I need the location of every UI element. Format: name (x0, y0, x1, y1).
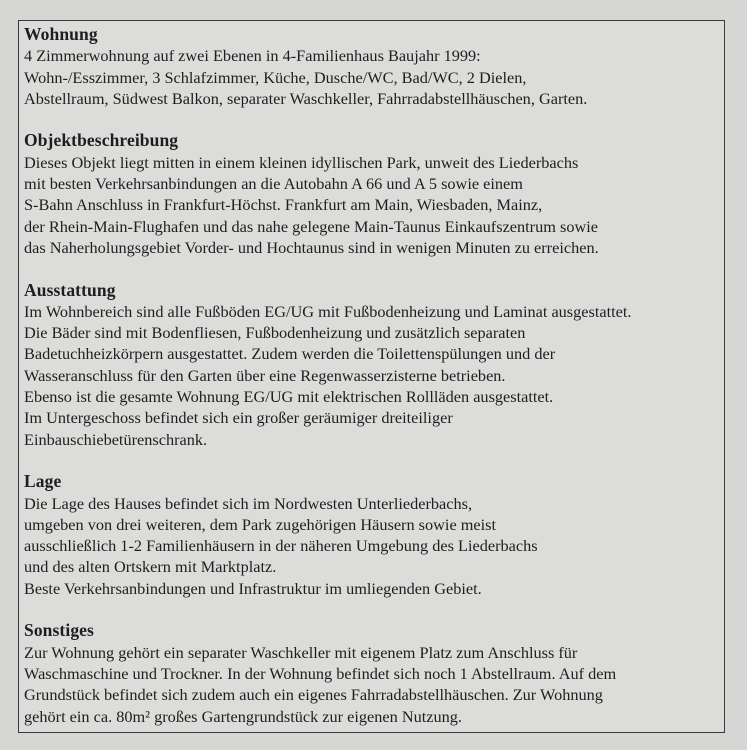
section-lage (24, 471, 631, 599)
text-line: Badetuchheizkörpern ausgestattet. Zudem werden die Toilettenspülungen und der (24, 344, 556, 364)
section-wohnung (24, 24, 631, 109)
section-heading: Lage (24, 471, 62, 492)
text-line: und des alten Ortskern mit Marktplatz. (24, 557, 277, 577)
text-line: Im Untergeschoss befindet sich ein großer geräumiger dreiteiliger (24, 408, 453, 428)
text-line: ausschließlich 1-2 Familienhäusern in der näheren Umgebung des Liederbachs (24, 536, 538, 556)
section-heading: Sonstiges (24, 620, 94, 641)
text-line: Waschmaschine und Trockner. In der Wohnung befindet sich noch 1 Abstellraum. Auf dem (24, 663, 617, 683)
text-line: Zur Wohnung gehört ein separater Waschkeller mit eigenem Platz zum Anschluss für (24, 642, 578, 662)
text-line: Wohn-/Esszimmer, 3 Schlafzimmer, Küche, Dusche/WC, Bad/WC, 2 Dielen, (24, 67, 527, 87)
text-line: Beste Verkehrsanbindungen und Infrastruktur im umliegenden Gebiet. (24, 578, 482, 598)
text-line: Dieses Objekt liegt mitten in einem kleinen idyllischen Park, unweit des Liederbachs (24, 152, 579, 172)
text-line: der Rhein-Main-Flughafen und das nahe gelegene Main-Taunus Einkaufszentrum sowie (24, 216, 598, 236)
text-line: S-Bahn Anschluss in Frankfurt-Höchst. Frankfurt am Main, Wiesbaden, Mainz, (24, 195, 543, 215)
text-line: Einbauschiebetürenschrank. (24, 429, 208, 449)
section-heading: Ausstattung (24, 279, 116, 300)
text-line: Wasseranschluss für den Garten über eine Regenwasserzisterne betrieben. (24, 365, 506, 385)
text-line: Die Lage des Hauses befindet sich im Nordwesten Unterliederbachs, (24, 493, 473, 513)
text-line: gehört ein ca. 80m² großes Gartengrundstück zur eigenen Nutzung. (24, 706, 463, 726)
text-line: mit besten Verkehrsanbindungen an die Autobahn A 66 und A 5 sowie einem (24, 174, 523, 194)
text-line: Ebenso ist die gesamte Wohnung EG/UG mit elektrischen Rollläden ausgestattet. (24, 387, 554, 407)
text-line: Grundstück befindet sich zudem auch ein eigenes Fahrradabstellhäuschen. Zur Wohnung (24, 685, 603, 705)
text-line: Die Bäder sind mit Bodenfliesen, Fußbodenheizung und zusätzlich separaten (24, 323, 526, 343)
document-frame (18, 20, 725, 733)
section-heading: Wohnung (24, 24, 98, 44)
text-line: Im Wohnbereich sind alle Fußböden EG/UG mit Fußbodenheizung und Laminat ausgestattet. (24, 301, 632, 321)
text-line: umgeben von drei weiteren, dem Park zugehörigen Häusern sowie meist (24, 514, 497, 534)
text-line: Abstellraum, Südwest Balkon, separater Waschkeller, Fahrradabstellhäuschen, Garten. (24, 88, 588, 108)
section-ausstattung (24, 280, 631, 450)
document-content (24, 24, 631, 748)
section-objektbeschreibung (24, 130, 631, 258)
text-line: 4 Zimmerwohnung auf zwei Ebenen in 4-Familienhaus Baujahr 1999: (24, 46, 481, 66)
text-line: das Naherholungsgebiet Vorder- und Hochtaunus sind in wenigen Minuten zu erreichen. (24, 237, 599, 257)
section-sonstiges (24, 620, 631, 726)
section-heading: Objektbeschreibung (24, 130, 179, 151)
